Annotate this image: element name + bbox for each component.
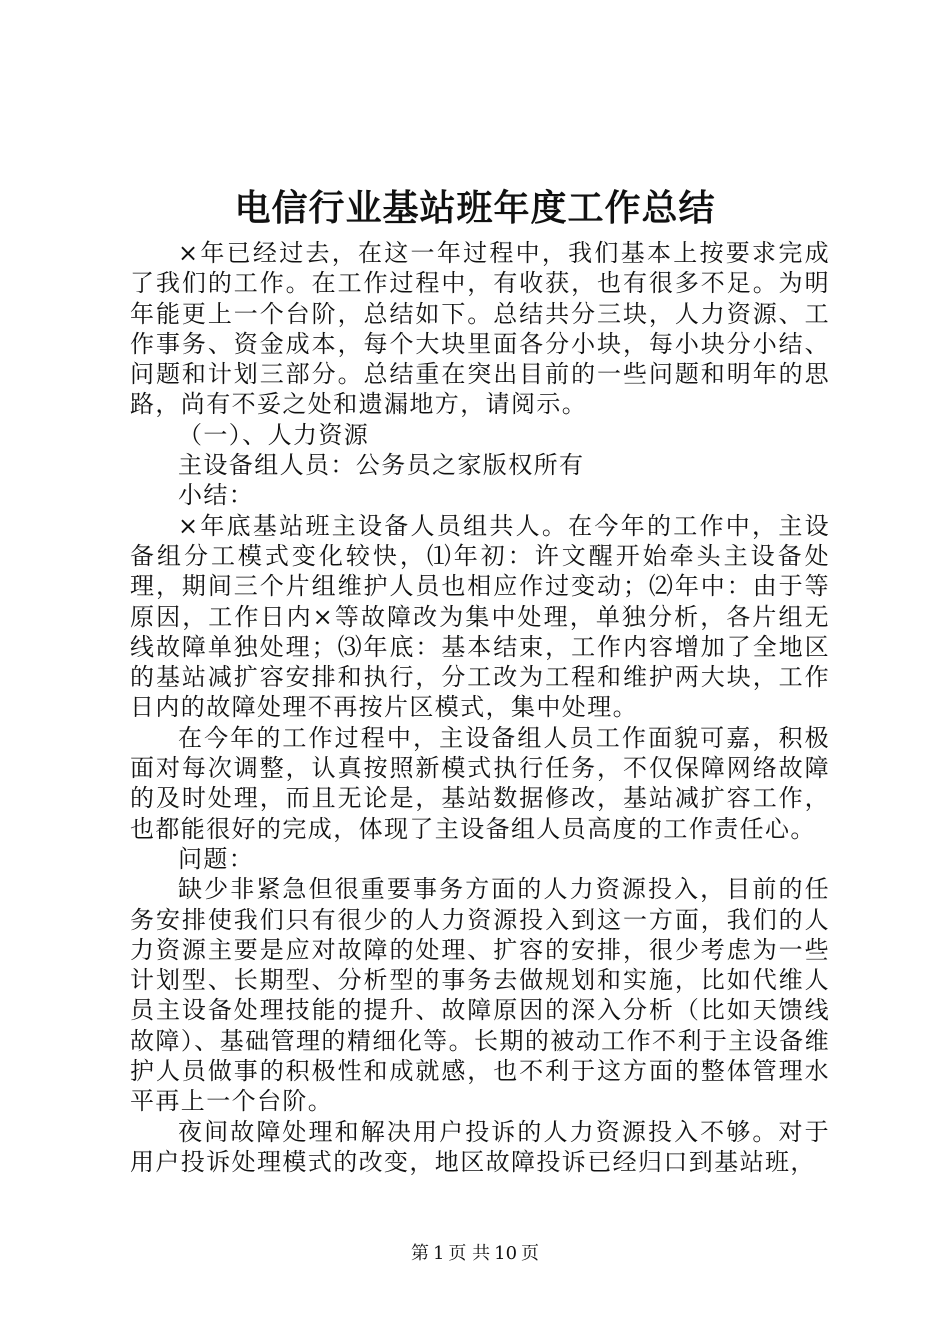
page-footer [0, 1242, 950, 1266]
summary-paragraph: ×年底基站班主设备人员组共人。在今年的工作中，主设备组分工模式变化较快，⑴年初：许文醒开始牵头主设备处理，期间三个片组维护人员也相应作过变动；⑵年中：由于等原因，工作日内×等故障改为集中处理，单独分析，各片组无线故障单独处理；⑶年底：基本结束，工作内容增加了全地区的基站减扩容安排和执行，分工改为工程和维护两大块，工作日内的故障处理不再按片区模式，集中处理。 [130, 511, 830, 722]
problem-paragraph-2: 夜间故障处理和解决用户投诉的人力资源投入不够。对于用户投诉处理模式的改变，地区故障投诉已经归口到基站班， [130, 1117, 830, 1176]
page-suffix: 页 [521, 1243, 540, 1264]
page-prefix: 第 [410, 1243, 429, 1264]
page-total: 10 [494, 1243, 518, 1264]
group-line: 主设备组人员：公务员之家版权所有 [178, 451, 585, 480]
summary-label: 小结： [178, 481, 255, 510]
document-body [130, 238, 830, 1177]
page-middle: 页 共 [448, 1243, 491, 1264]
section-heading: （一）、人力资源 [178, 420, 370, 449]
problems-label: 问题： [178, 844, 255, 873]
page-current: 1 [432, 1243, 445, 1264]
page-title: 电信行业基站班年度工作总结 [234, 187, 716, 229]
intro-paragraph: ×年已经过去，在这一年过程中，我们基本上按要求完成了我们的工作。在工作过程中，有收获，也有很多不足。为明年能更上一个台阶，总结如下。总结共分三块，人力资源、工作事务、资金成本，每个大块里面各分小块，每小块分小结、问题和计划三部分。总结重在突出目前的一些问题和明年的思路，尚有不妥之处和遗漏地方，请阅示。 [130, 239, 830, 419]
performance-paragraph: 在今年的工作过程中，主设备组人员工作面貌可嘉，积极面对每次调整，认真按照新模式执行任务，不仅保障网络故障的及时处理，而且无论是，基站数据修改，基站减扩容工作，也都能很好的完成，体现了主设备组人员高度的工作责任心。 [130, 723, 830, 843]
problem-paragraph-1: 缺少非紧急但很重要事务方面的人力资源投入，目前的任务安排使我们只有很少的人力资源投入到这一方面，我们的人力资源主要是应对故障的处理、扩容的安排，很少考虑为一些计划型、长期型、分析型的事务去做规划和实施，比如代维人员主设备处理技能的提升、故障原因的深入分析（比如天馈线故障）、基础管理的精细化等。长期的被动工作不利于主设备维护人员做事的积极性和成就感，也不利于这方面的整体管理水平再上一个台阶。 [130, 875, 830, 1116]
